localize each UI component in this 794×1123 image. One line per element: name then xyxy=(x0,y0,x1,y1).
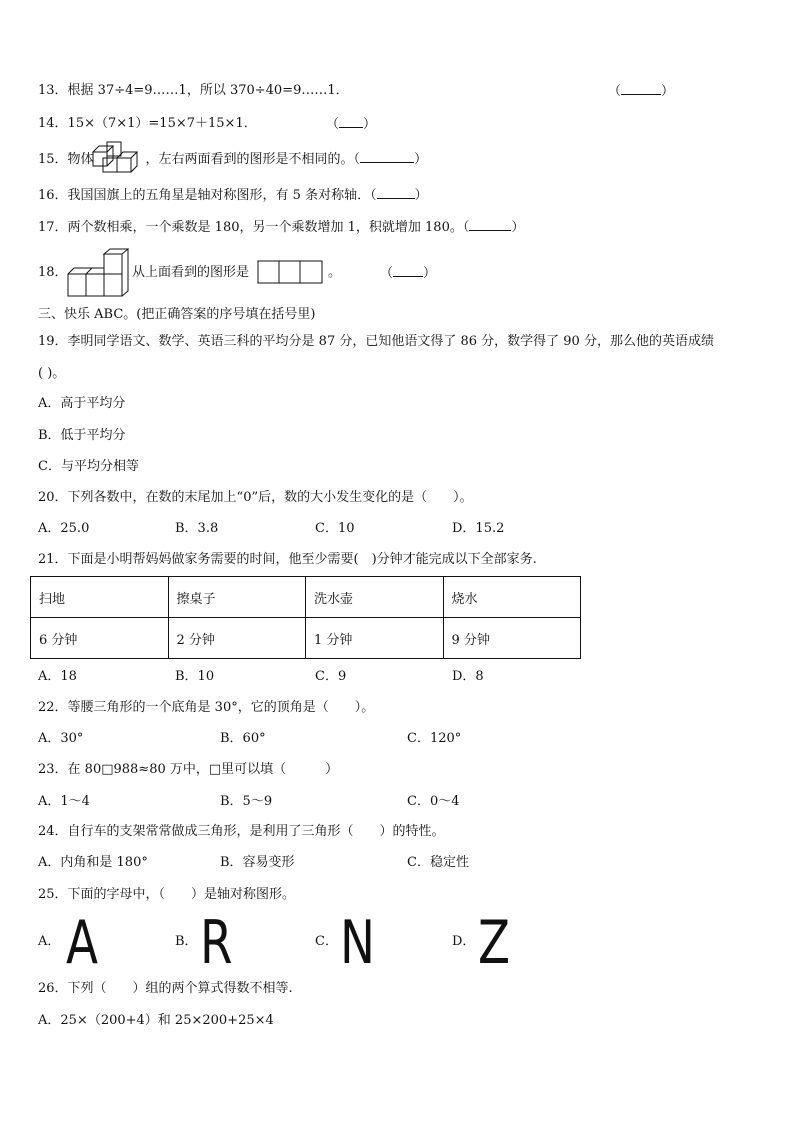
question-26: 26．下列（ ）组的两个算式得数不相等. xyxy=(38,981,293,996)
option-19-c[interactable]: C．与平均分相等 xyxy=(38,459,139,474)
option-23-b[interactable]: B．5～9 xyxy=(220,794,273,809)
letter-z: Z xyxy=(478,908,511,978)
option-25-b-label[interactable]: B． xyxy=(175,934,198,949)
table-cell: 9 分钟 xyxy=(443,618,581,659)
option-22-c[interactable]: C．120° xyxy=(407,731,462,746)
option-20-c[interactable]: C．10 xyxy=(315,521,355,536)
option-22-a[interactable]: A．30° xyxy=(38,731,84,746)
letter-n: N xyxy=(340,908,376,978)
table-cell: 1 分钟 xyxy=(306,618,444,659)
question-22: 22．等腰三角形的一个底角是 30°，它的顶角是（ ）。 xyxy=(38,700,375,715)
chores-table xyxy=(30,576,581,659)
option-24-c[interactable]: C．稳定性 xyxy=(407,855,469,870)
question-24: 24．自行车的支架常常做成三角形，是利用了三角形（ ）的特性。 xyxy=(38,824,445,839)
question-14: 14．15×（7×1）=15×7＋15×1． xyxy=(38,116,257,131)
table-header-cell: 烧水 xyxy=(443,577,581,618)
cube-stack-figure-18 xyxy=(66,248,132,300)
table-row xyxy=(31,577,581,618)
question-18-end: 。 xyxy=(328,265,342,280)
answer-blank-14[interactable]: （ ） xyxy=(326,117,377,132)
question-17: 17．两个数相乘，一个乘数是 180，另一个乘数增加 1，积就增加 180。（ ） xyxy=(38,220,525,235)
option-21-b[interactable]: B．10 xyxy=(175,669,215,684)
option-23-c[interactable]: C．0～4 xyxy=(407,794,460,809)
top-view-figure-18 xyxy=(257,260,325,284)
option-20-a[interactable]: A．25.0 xyxy=(38,521,90,536)
option-25-d-label[interactable]: D． xyxy=(452,934,476,949)
cube-figure-15 xyxy=(91,140,147,176)
question-21: 21．下面是小明帮妈妈做家务需要的时间，他至少需要( )分钟才能完成以下全部家务. xyxy=(38,552,537,567)
letter-a: A xyxy=(66,908,99,978)
table-header-cell: 洗水壶 xyxy=(306,577,444,618)
question-20: 20．下列各数中，在数的末尾加上“0”后，数的大小发生变化的是（ ）。 xyxy=(38,490,473,505)
table-cell: 6 分钟 xyxy=(31,618,169,659)
question-15: 15．物体 ，左右两面看到的图形是不相同的。（ ） xyxy=(38,152,428,167)
option-23-a[interactable]: A．1～4 xyxy=(38,794,90,809)
option-26-a[interactable]: A．25×（200+4）和 25×200+25×4 xyxy=(38,1013,274,1028)
section-heading-3: 三、快乐 ABC。(把正确答案的序号填在括号里) xyxy=(38,307,316,322)
option-25-c-label[interactable]: C． xyxy=(315,934,338,949)
option-21-c[interactable]: C．9 xyxy=(315,669,347,684)
letter-r: R xyxy=(200,908,233,978)
question-18: 18． xyxy=(38,265,68,280)
question-19-cont: ( )。 xyxy=(38,366,66,381)
option-19-b[interactable]: B．低于平均分 xyxy=(38,428,126,443)
table-cell: 2 分钟 xyxy=(168,618,306,659)
answer-blank-13[interactable]: （ ） xyxy=(608,84,675,99)
option-24-a[interactable]: A．内角和是 180° xyxy=(38,855,148,870)
option-22-b[interactable]: B．60° xyxy=(220,731,266,746)
table-row xyxy=(31,618,581,659)
question-23: 23．在 80□988≈80 万中，□里可以填（ ） xyxy=(38,762,339,777)
option-21-d[interactable]: D．8 xyxy=(452,669,484,684)
answer-blank-18[interactable]: （ ） xyxy=(380,266,437,281)
question-25: 25．下面的字母中，（ ）是轴对称图形。 xyxy=(38,887,296,902)
question-13: 13．根据 37÷4=9……1，所以 370÷40=9……1． xyxy=(38,83,349,98)
table-header-cell: 扫地 xyxy=(31,577,169,618)
option-25-a-label[interactable]: A． xyxy=(38,934,61,949)
option-24-b[interactable]: B．容易变形 xyxy=(220,855,295,870)
question-18-text: 从上面看到的图形是 xyxy=(132,265,250,280)
option-20-b[interactable]: B．3.8 xyxy=(175,521,219,536)
table-header-cell: 擦桌子 xyxy=(168,577,306,618)
option-21-a[interactable]: A．18 xyxy=(38,669,77,684)
option-19-a[interactable]: A．高于平均分 xyxy=(38,396,126,411)
question-16: 16．我国国旗上的五角星是轴对称图形，有 5 条对称轴．（ ） xyxy=(38,188,428,203)
question-19: 19．李明同学语文、数学、英语三科的平均分是 87 分，已知他语文得了 86 分，数学得了 90 分，那么他的英语成绩 xyxy=(38,334,714,349)
option-20-d[interactable]: D．15.2 xyxy=(452,521,505,536)
